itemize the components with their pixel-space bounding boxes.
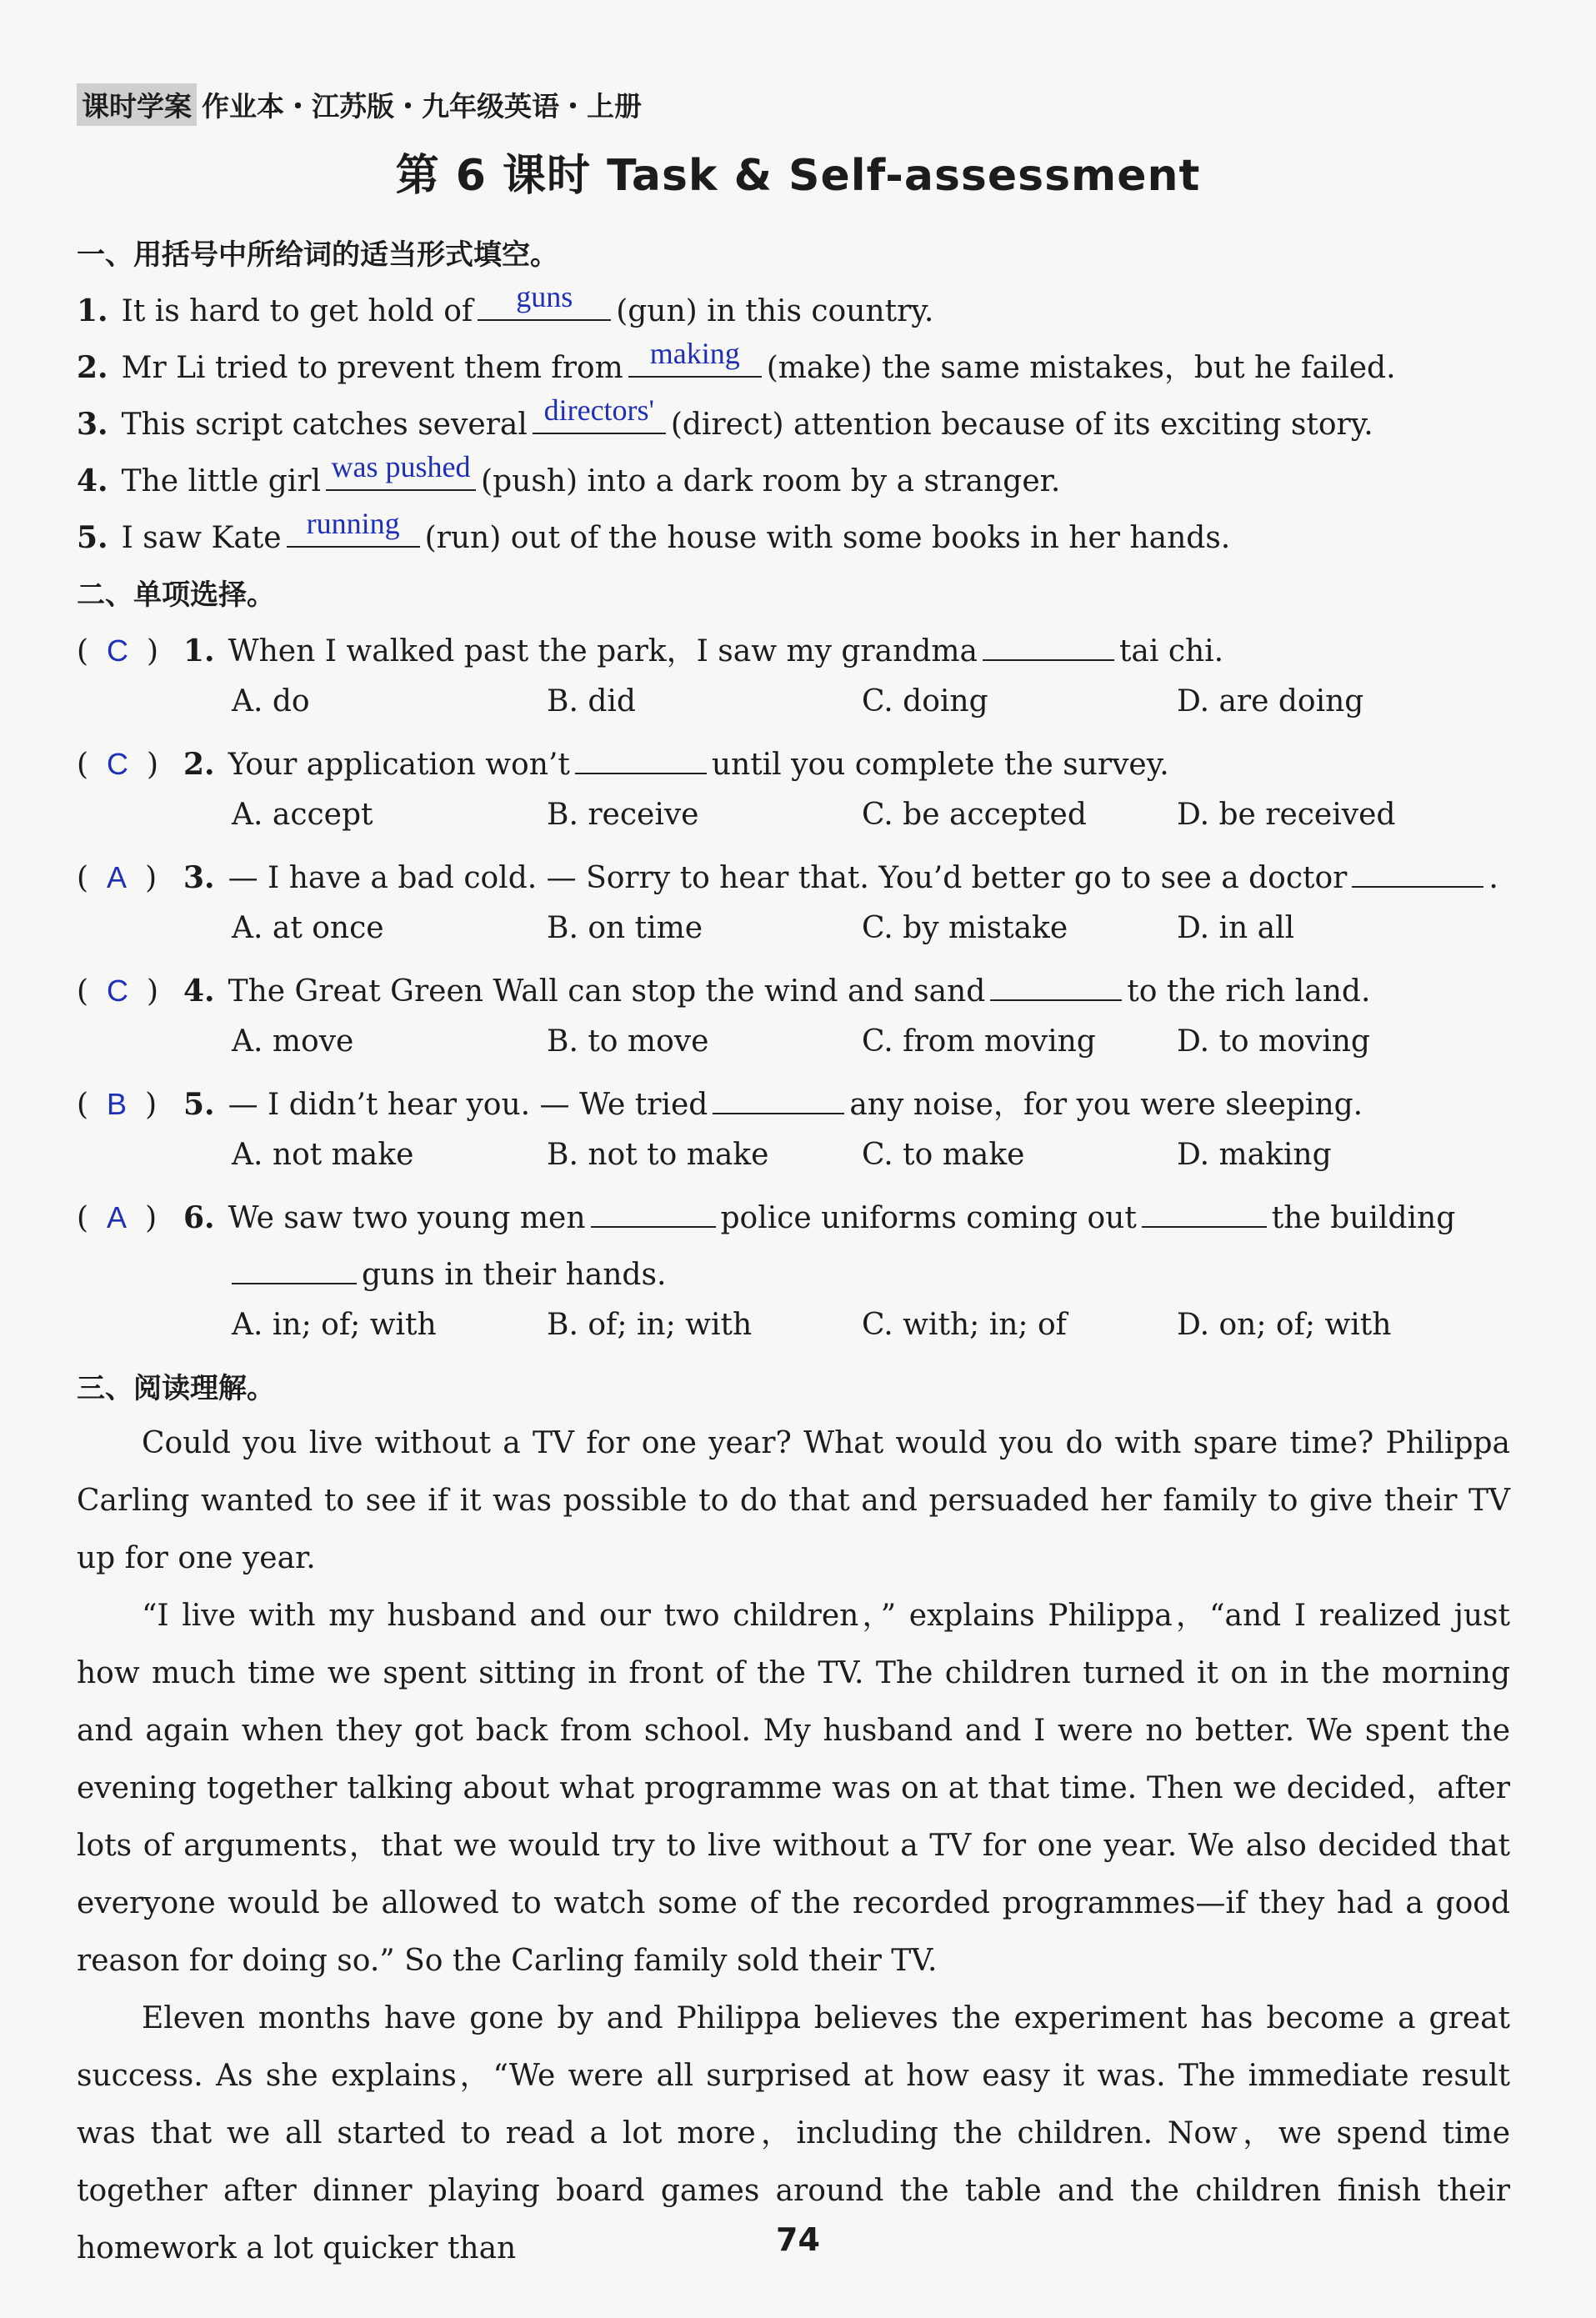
handwritten-answer: guns bbox=[516, 280, 573, 313]
answer-blank bbox=[478, 280, 611, 321]
question-blank bbox=[1142, 1194, 1267, 1228]
option-b: B. to move bbox=[547, 1024, 709, 1059]
question-blank bbox=[575, 741, 707, 774]
option-b: B. not to make bbox=[547, 1138, 769, 1172]
handwritten-choice: C bbox=[107, 974, 129, 1008]
option-d: D. are doing bbox=[1177, 684, 1364, 718]
option-c: C. by mistake bbox=[862, 911, 1068, 945]
fill-item-5: 5. I saw Kate running (run) out of the house with some books in her hands. bbox=[77, 507, 1231, 555]
option-a: A. accept bbox=[232, 798, 373, 832]
option-d: D. on; of; with bbox=[1177, 1308, 1392, 1342]
mcq-question-2: ( C ) 2. Your application won’t until you complete the survey. bbox=[77, 741, 1169, 782]
section2-heading: 二、单项选择。 bbox=[77, 578, 275, 612]
reading-passage bbox=[77, 1414, 1510, 2277]
handwritten-choice: A bbox=[107, 1200, 128, 1234]
mcq-question-6-cont: guns in their hands. bbox=[232, 1251, 666, 1292]
handwritten-choice: A bbox=[107, 860, 128, 894]
mcq-question-5: ( B ) 5. — I didn’t hear you. — We tried any noise，for you were sleeping. bbox=[77, 1081, 1363, 1124]
mcq-question-3: ( A ) 3. — I have a bad cold. — Sorry to hear that. You’d better go to see a doctor . bbox=[77, 854, 1498, 895]
handwritten-choice: C bbox=[107, 747, 129, 781]
option-a: A. at once bbox=[232, 911, 384, 945]
option-c: C. from moving bbox=[862, 1024, 1096, 1059]
handwritten-choice: B bbox=[107, 1087, 128, 1121]
section3-heading: 三、阅读理解。 bbox=[77, 1372, 275, 1405]
answer-paren: ( A ) bbox=[77, 1200, 158, 1235]
question-blank bbox=[990, 968, 1122, 1001]
answer-paren: ( C ) bbox=[77, 974, 159, 1009]
fill-item-4: 4. The little girl was pushed (push) into a dark room by a stranger. bbox=[77, 450, 1061, 498]
mcq-question-6: ( A ) 6. We saw two young men police uniforms coming out the building bbox=[77, 1194, 1455, 1235]
option-c: C. doing bbox=[862, 684, 988, 718]
option-b: B. on time bbox=[547, 911, 703, 945]
answer-blank bbox=[326, 450, 476, 491]
mcq-question-4: ( C ) 4. The Great Green Wall can stop the wind and sand to the rich land. bbox=[77, 968, 1370, 1009]
question-blank bbox=[983, 628, 1114, 661]
question-blank bbox=[232, 1251, 357, 1284]
answer-blank bbox=[287, 507, 420, 548]
passage-paragraph: Eleven months have gone by and Philippa believes the experiment has become a great success. As she explains，“We were all surprised at how easy it was. The immediate result was that we all started to read a lot more，including the children. Now，we spend time together after dinner playing board games around the table and the children finish their homework a lot quicker than bbox=[77, 2001, 1510, 2265]
page-number: 74 bbox=[776, 2221, 820, 2258]
option-a: A. not make bbox=[232, 1138, 414, 1172]
handwritten-choice: C bbox=[107, 633, 129, 668]
option-d: D. be received bbox=[1177, 798, 1396, 832]
mcq-question-1: ( C ) 1. When I walked past the park，I saw my grandma tai chi. bbox=[77, 628, 1223, 670]
answer-blank bbox=[533, 393, 666, 434]
answer-blank bbox=[628, 337, 762, 378]
question-blank bbox=[591, 1194, 716, 1228]
handwritten-answer: directors' bbox=[543, 393, 655, 427]
section1-heading: 一、用括号中所给词的适当形式填空。 bbox=[77, 238, 558, 272]
passage-paragraph: “I live with my husband and our two children，” explains Philippa，“and I realized just how much time we spent sitting in front of the TV. The children turned it on in the morning and again when they got back from school. My husband and I were no better. We spent the evening together talking about what programme was on at that time. Then we decided，after lots of arguments，that we would try to live without a TV for one year. We also decided that everyone would be allowed to watch some of the recorded programmes—if they had a good reason for doing so.” So the Carling family sold their TV. bbox=[77, 1599, 1510, 1978]
passage-paragraph: Could you live without a TV for one year? What would you do with spare time? Philippa Carling wanted to see if it was possible to do that and persuaded her family to give their TV up for one year. bbox=[77, 1426, 1510, 1575]
option-d: D. making bbox=[1177, 1138, 1332, 1172]
option-b: B. receive bbox=[547, 798, 699, 832]
answer-paren: ( A ) bbox=[77, 860, 158, 895]
option-a: A. move bbox=[232, 1024, 354, 1059]
option-c: C. be accepted bbox=[862, 798, 1087, 832]
book-header bbox=[77, 83, 642, 126]
handwritten-answer: making bbox=[649, 337, 740, 370]
handwritten-answer: running bbox=[306, 507, 400, 540]
handwritten-answer: was pushed bbox=[331, 450, 471, 483]
lesson-title: 第 6 课时 Task & Self-assessment bbox=[395, 151, 1201, 201]
answer-paren: ( C ) bbox=[77, 633, 159, 668]
fill-item-1: 1. It is hard to get hold of guns (gun) in this country. bbox=[77, 280, 934, 328]
option-c: C. with; in; of bbox=[862, 1308, 1067, 1342]
option-c: C. to make bbox=[862, 1138, 1025, 1172]
option-d: D. in all bbox=[1177, 911, 1295, 945]
fill-item-2: 2. Mr Li tried to prevent them from making (make) the same mistakes，but he failed. bbox=[77, 337, 1396, 385]
answer-paren: ( C ) bbox=[77, 747, 159, 782]
option-b: B. did bbox=[547, 684, 636, 718]
option-a: A. do bbox=[232, 684, 310, 718]
option-b: B. of; in; with bbox=[547, 1308, 753, 1342]
question-blank bbox=[1352, 854, 1483, 888]
option-a: A. in; of; with bbox=[232, 1308, 437, 1342]
question-blank bbox=[713, 1081, 844, 1114]
answer-paren: ( B ) bbox=[77, 1087, 158, 1122]
book-info: 作业本・江苏版・九年级英语・上册 bbox=[202, 90, 642, 123]
fill-item-3: 3. This script catches several directors' (direct) attention because of its exciting story. bbox=[77, 393, 1373, 442]
option-d: D. to moving bbox=[1177, 1024, 1370, 1059]
book-series-label: 课时学案 bbox=[77, 83, 197, 126]
